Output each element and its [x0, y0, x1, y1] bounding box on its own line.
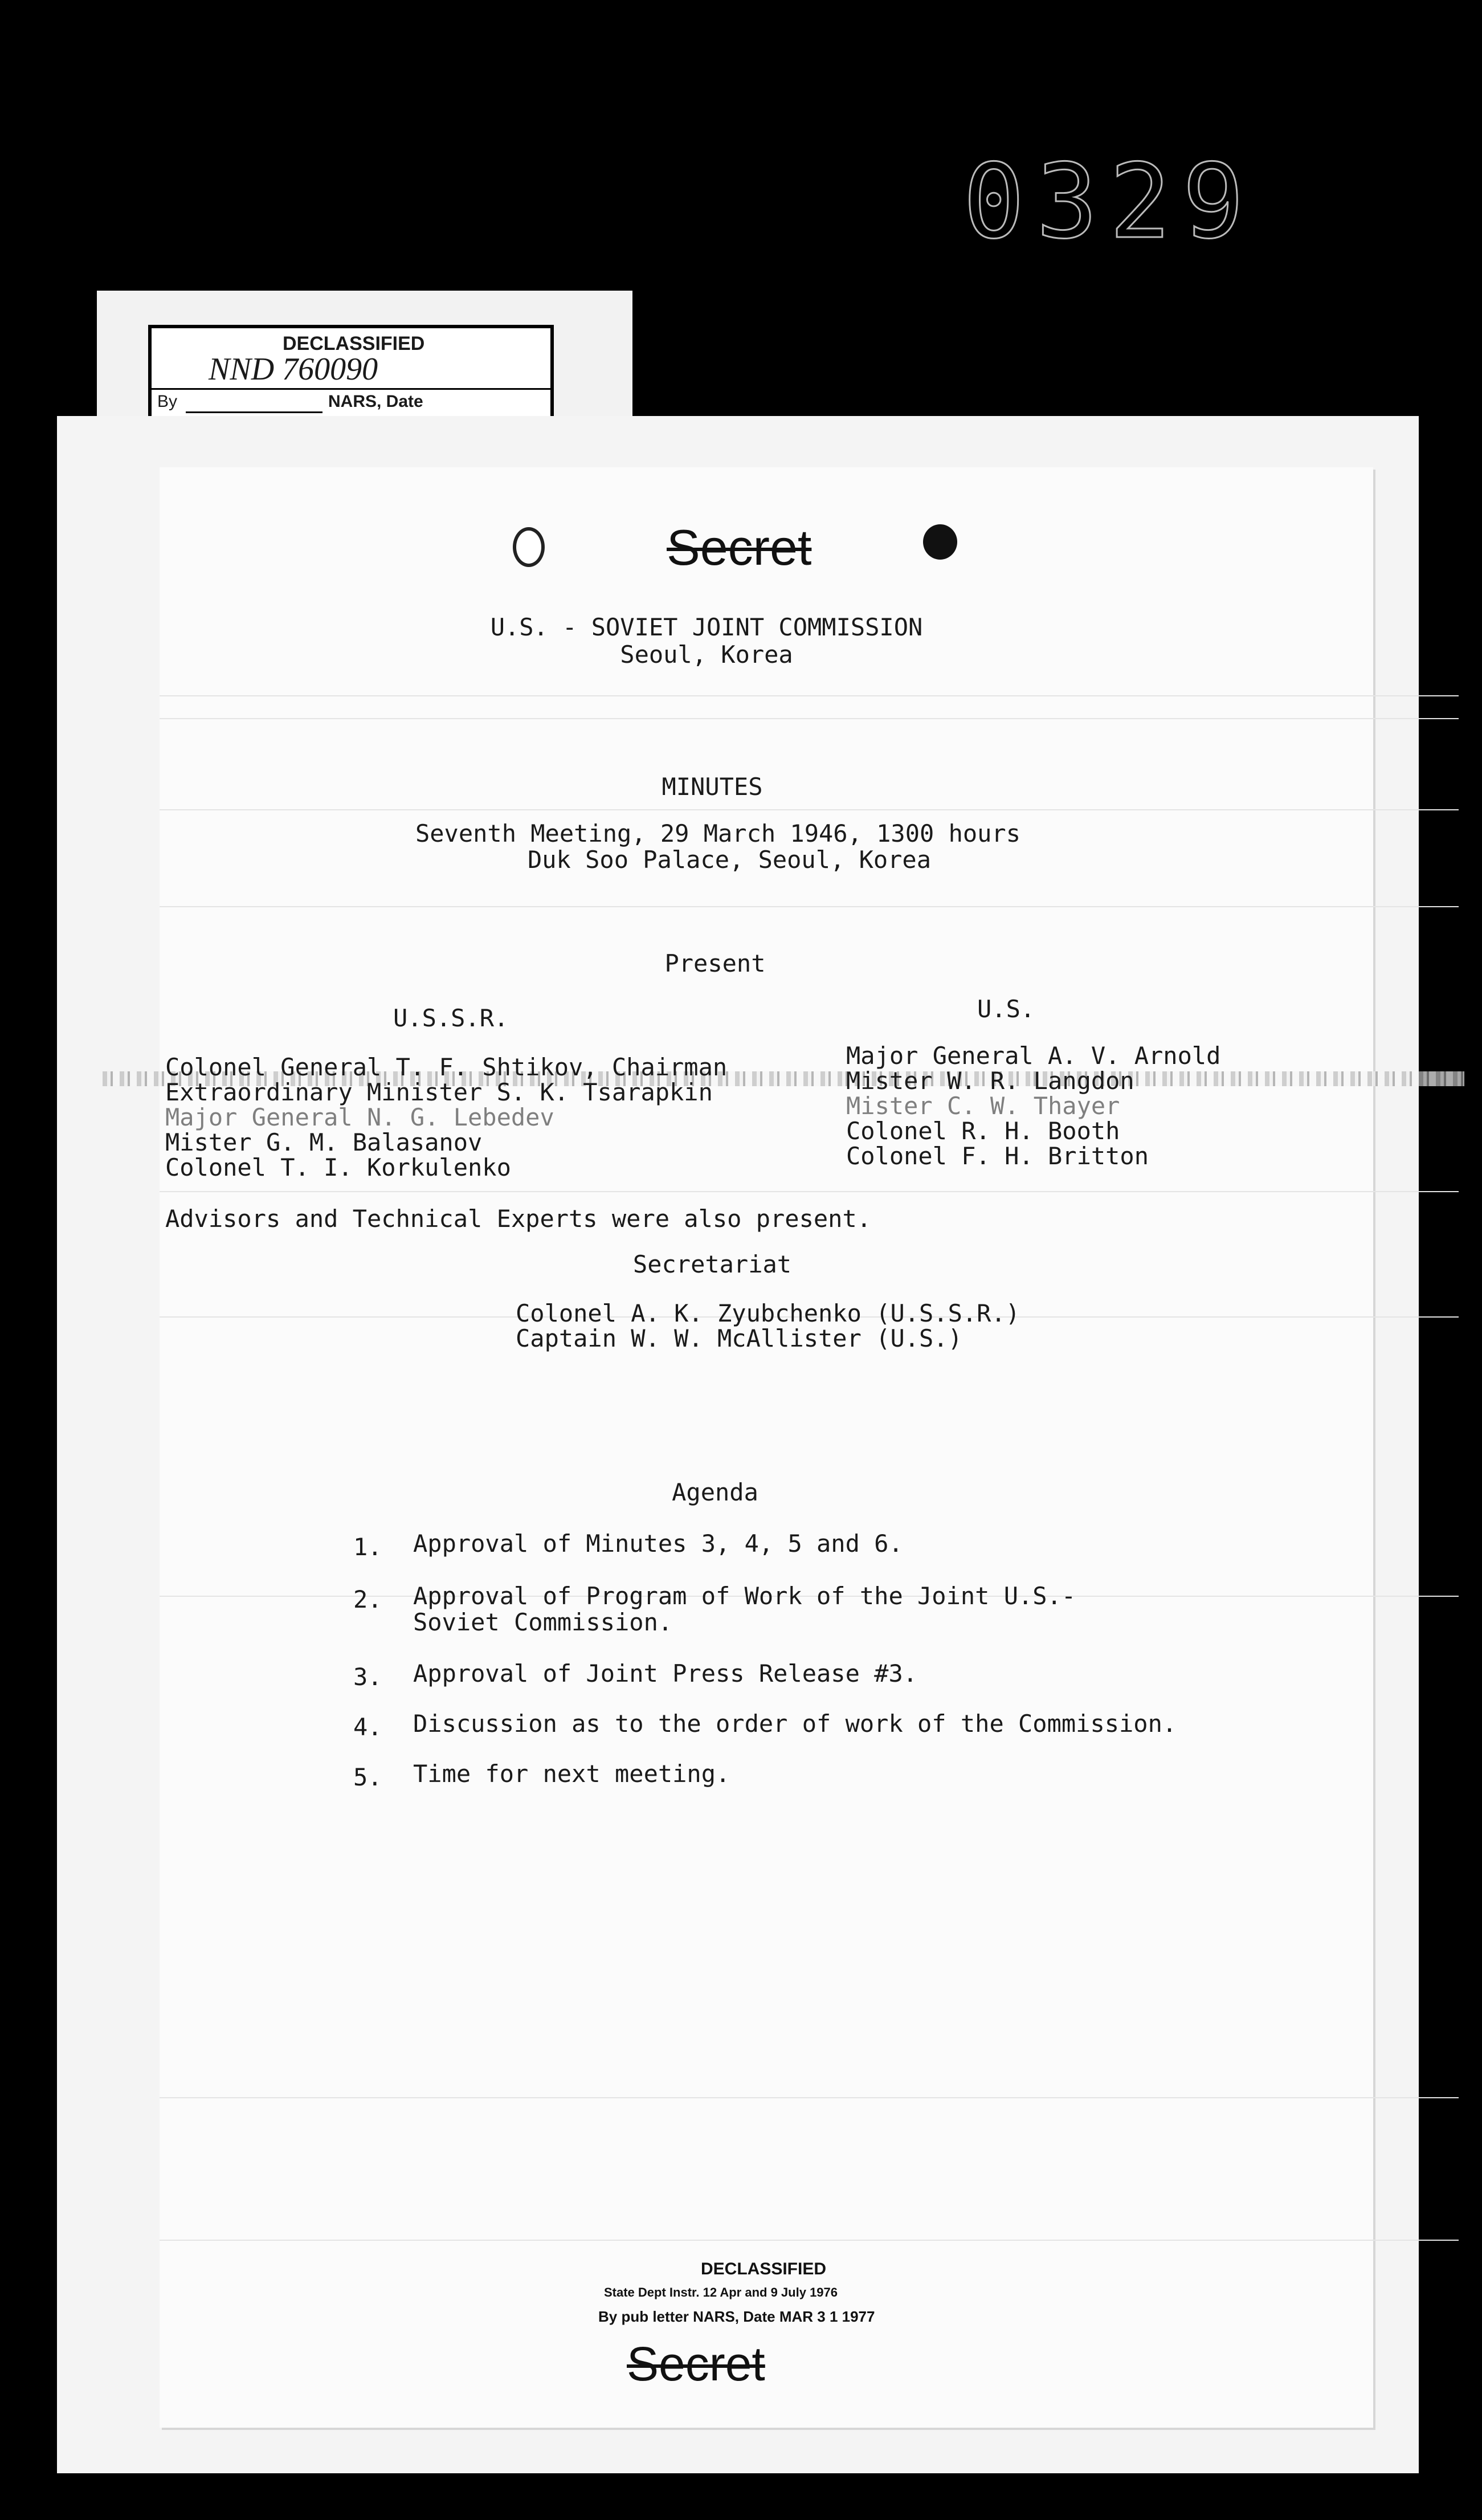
agenda-item-text: Time for next meeting. — [413, 1760, 730, 1788]
declassification-stamp-card — [97, 291, 632, 433]
classification-marking-top: Secret — [667, 519, 812, 576]
present-heading: Present — [664, 949, 766, 977]
agenda-item-number: 3. — [353, 1663, 382, 1691]
list-item: Major General A. V. Arnold — [846, 1042, 1221, 1070]
agenda-item-number: 4. — [353, 1713, 382, 1741]
us-heading: U.S. — [977, 995, 1035, 1023]
stamp-signature-line — [186, 411, 322, 413]
punch-hole — [513, 527, 545, 567]
list-item: Mister C. W. Thayer — [846, 1092, 1120, 1120]
ruled-line — [160, 1191, 1459, 1192]
minutes-title: MINUTES — [662, 773, 763, 801]
commission-location: Seoul, Korea — [620, 641, 793, 668]
stamp-nars-date-label: NARS, Date — [328, 392, 423, 411]
stamp-divider — [152, 388, 550, 390]
footer-by-line: By pub letter NARS, Date MAR 3 1 1977 — [598, 2308, 875, 2325]
agenda-item-number: 5. — [353, 1763, 382, 1791]
list-item: Mister G. M. Balasanov — [165, 1128, 483, 1156]
declassification-stamp — [148, 325, 554, 426]
agenda-item-text: Approval of Program of Work of the Joint U.S.- Soviet Commission. — [413, 1582, 1076, 1636]
agenda-item-number: 1. — [353, 1533, 382, 1561]
agenda-item-text: Discussion as to the order of work of the Commission. — [413, 1710, 1177, 1738]
list-item: Colonel T. I. Korkulenko — [165, 1153, 511, 1181]
classification-marking-bottom: Secret — [627, 2337, 765, 2391]
ruled-line — [160, 809, 1459, 810]
agenda-item-text: Approval of Minutes 3, 4, 5 and 6. — [413, 1530, 903, 1557]
list-item: Colonel F. H. Britton — [846, 1142, 1149, 1170]
secretariat-member: Captain W. W. McAllister (U.S.) — [516, 1324, 962, 1352]
punch-hole — [923, 524, 957, 560]
document-sheet — [57, 416, 1419, 2473]
ussr-heading: U.S.S.R. — [393, 1004, 509, 1032]
footer-authority: State Dept Instr. 12 Apr and 9 July 1976 — [604, 2285, 838, 2299]
secretariat-heading: Secretariat — [632, 1250, 792, 1278]
ruled-line — [160, 718, 1459, 719]
advisors-note: Advisors and Technical Experts were also present. — [165, 1205, 872, 1233]
ruled-line — [160, 906, 1459, 907]
list-item: Colonel General T. F. Shtikov, Chairman — [165, 1053, 728, 1081]
agenda-item-text: Approval of Joint Press Release #3. — [413, 1659, 918, 1687]
secretariat-member: Colonel A. K. Zyubchenko (U.S.S.R.) — [516, 1299, 1020, 1327]
list-item: Colonel R. H. Booth — [846, 1117, 1120, 1145]
commission-name: U.S. - SOVIET JOINT COMMISSION — [490, 613, 923, 641]
footer-declassified-label: DECLASSIFIED — [701, 2260, 827, 2278]
ruled-line — [160, 2097, 1459, 2098]
stamp-nnd-number: NND 760090 — [209, 352, 378, 387]
meeting-line: Seventh Meeting, 29 March 1946, 1300 hours — [415, 819, 1021, 847]
ruled-line — [160, 2240, 1459, 2241]
agenda-item-number: 2. — [353, 1585, 382, 1613]
list-item: Major General N. G. Lebedev — [165, 1103, 554, 1131]
list-item: Mister W. R. Langdon — [846, 1067, 1134, 1095]
stamp-by-label: By — [157, 392, 178, 411]
list-item: Extraordinary Minister S. K. Tsarapkin — [165, 1078, 713, 1106]
frame-number: 0329 — [963, 142, 1256, 262]
agenda-heading: Agenda — [672, 1478, 758, 1506]
ruled-line — [160, 695, 1459, 696]
venue-line: Duk Soo Palace, Seoul, Korea — [527, 846, 931, 874]
stamp-title: DECLASSIFIED — [283, 333, 425, 354]
document-page — [160, 467, 1373, 2428]
